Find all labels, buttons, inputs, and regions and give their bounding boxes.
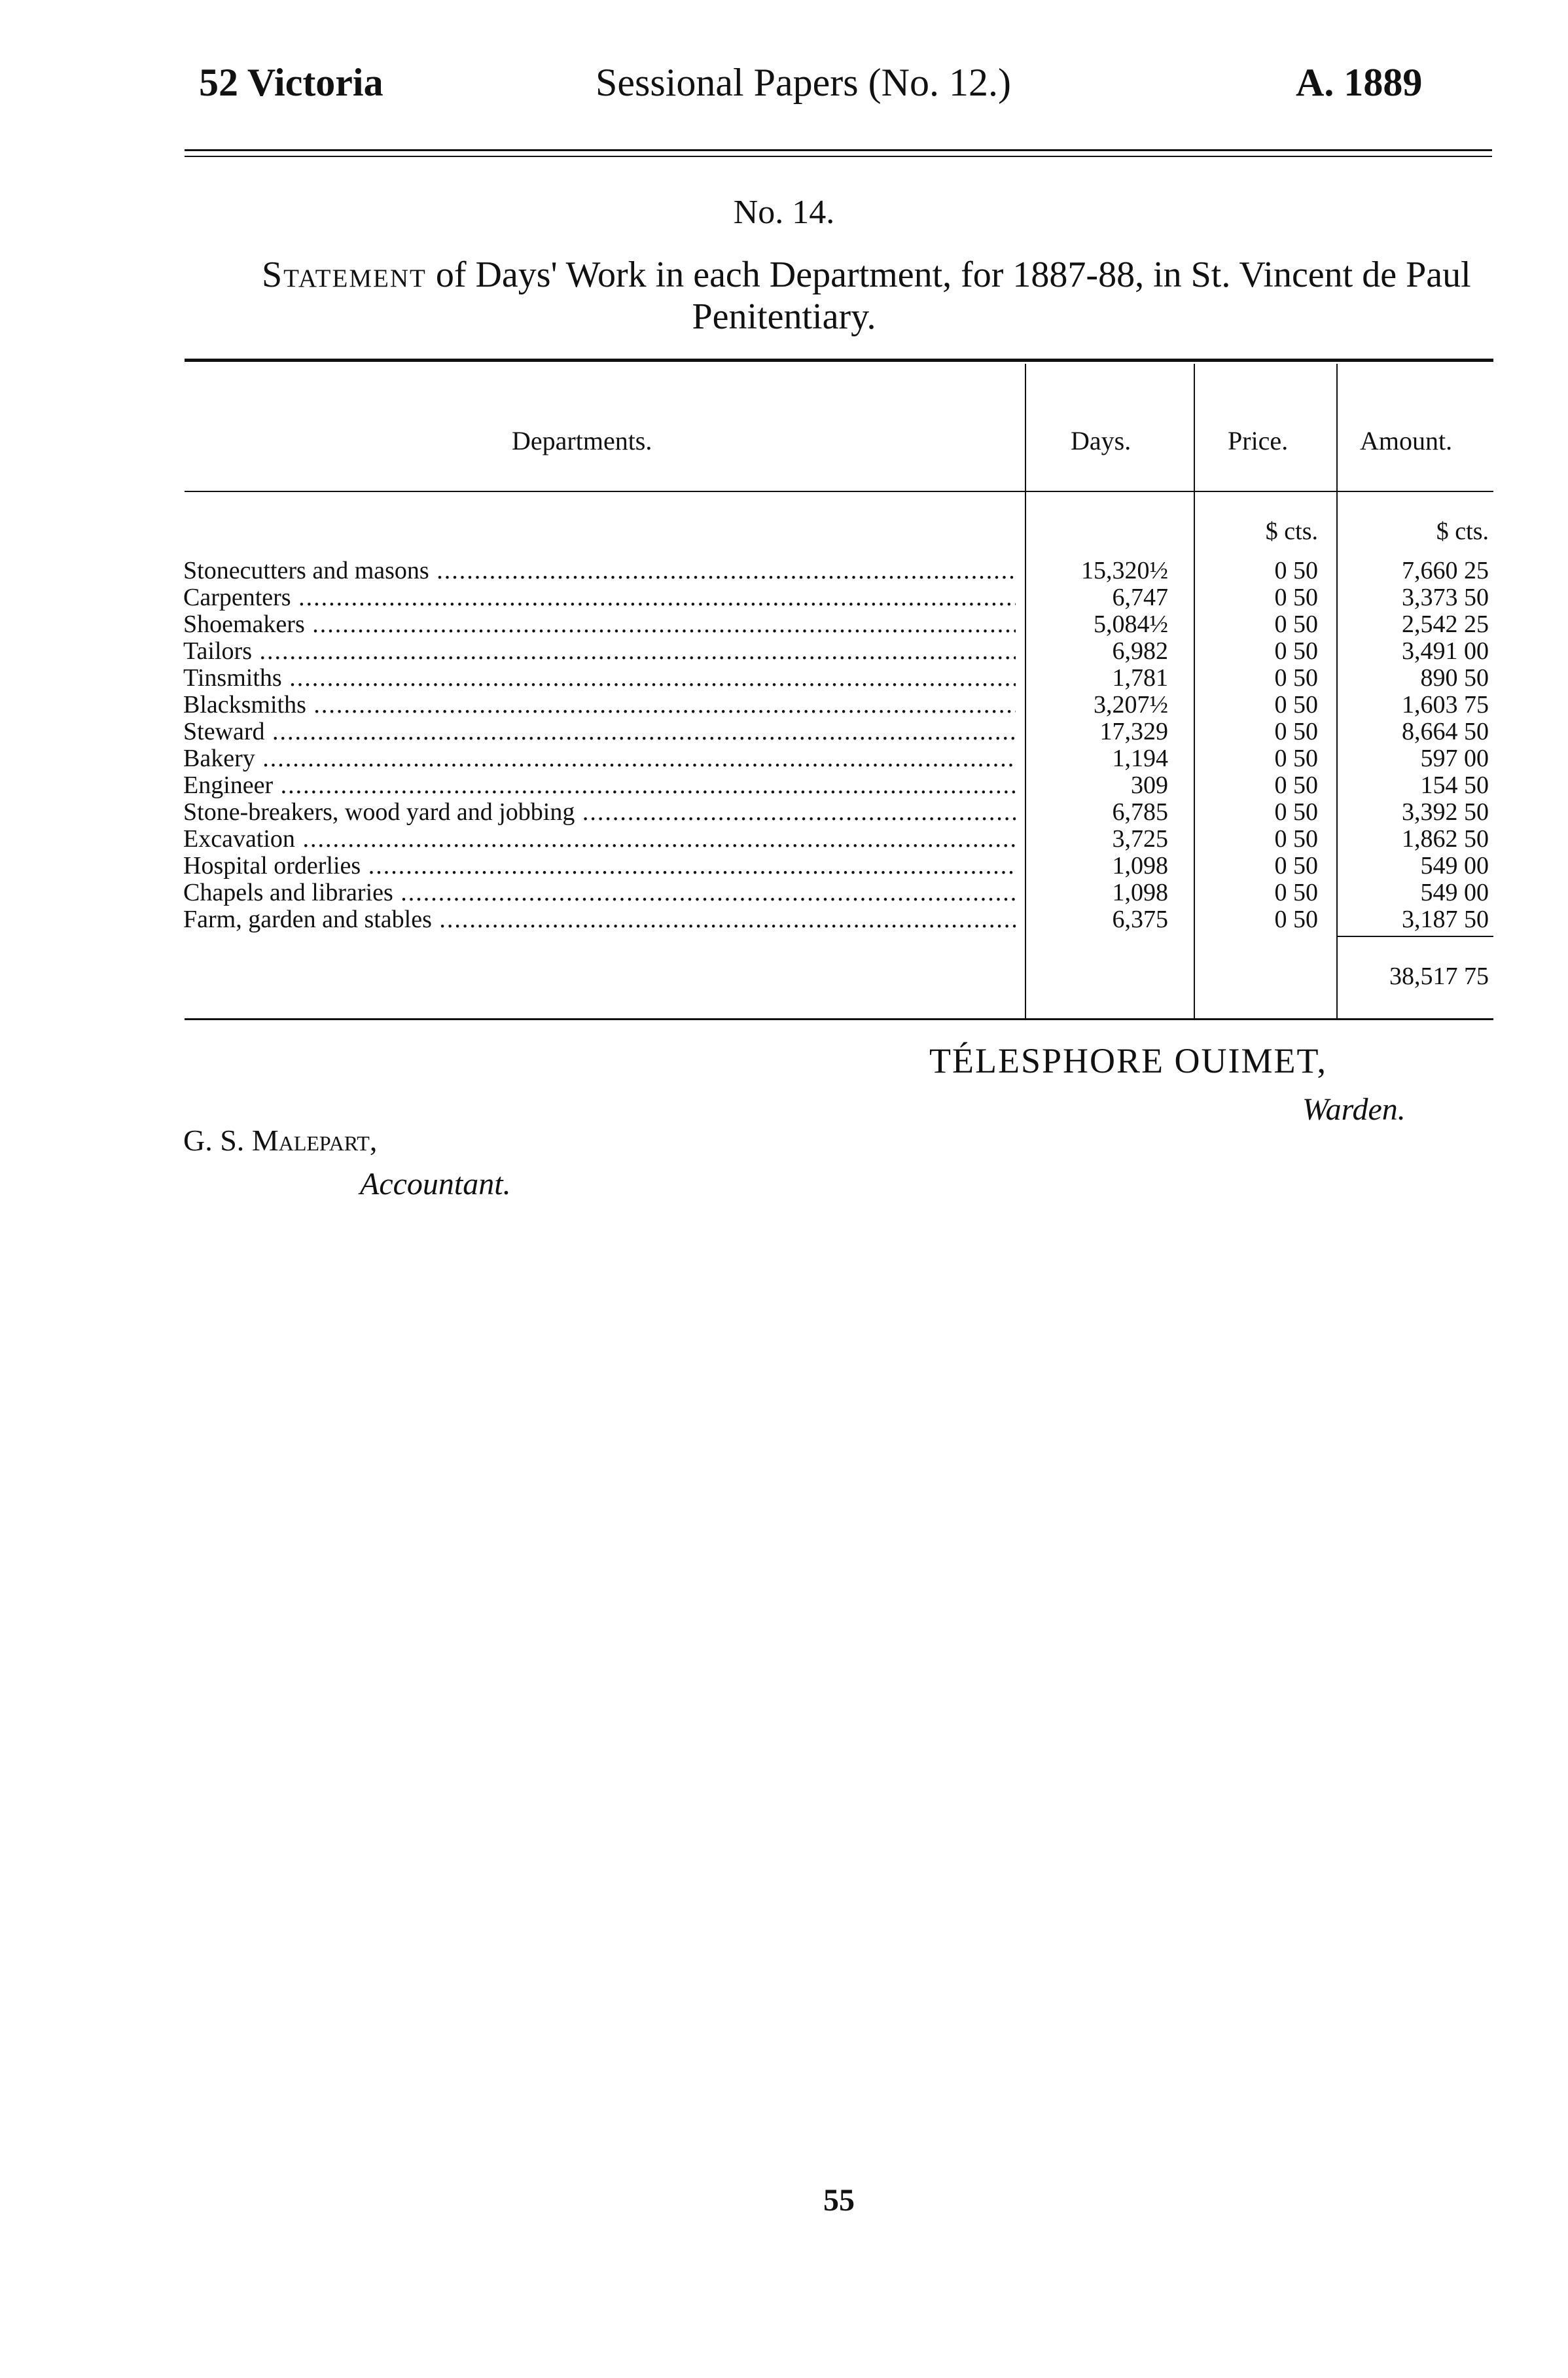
header-left: 52 Victoria — [199, 61, 383, 104]
row-price: 0 50 — [1274, 691, 1318, 719]
column-header-amount: Amount. — [1360, 426, 1453, 455]
row-days: 3,207½ — [1094, 691, 1168, 719]
row-price: 0 50 — [1274, 798, 1318, 826]
row-days: 17,329 — [1099, 718, 1168, 745]
header-rule-top — [185, 149, 1492, 151]
row-price: 0 50 — [1274, 772, 1318, 799]
row-amount: 890 50 — [1420, 664, 1489, 692]
row-department: Stone-breakers, wood yard and jobbing ..... — [183, 799, 1016, 826]
row-days: 1,098 — [1112, 879, 1168, 906]
header-rule-bottom — [185, 156, 1492, 157]
row-amount: 1,603 75 — [1402, 691, 1489, 719]
row-days: 6,982 — [1112, 637, 1168, 665]
column-header-price: Price. — [1228, 426, 1289, 455]
table-row — [0, 853, 1568, 879]
row-amount: 549 00 — [1420, 852, 1489, 879]
warden-name: TÉLESPHORE OUIMET, — [929, 1041, 1327, 1080]
table-row — [0, 799, 1568, 826]
row-department: Chapels and libraries ..... — [183, 879, 1016, 906]
unit-amount: $ cts. — [1436, 518, 1489, 545]
row-amount: 8,664 50 — [1402, 718, 1489, 745]
row-amount: 154 50 — [1420, 772, 1489, 799]
row-price: 0 50 — [1274, 611, 1318, 638]
row-price: 0 50 — [1274, 745, 1318, 772]
row-amount: 3,392 50 — [1402, 798, 1489, 826]
row-amount: 3,491 00 — [1402, 637, 1489, 665]
document-number: No. 14. — [733, 194, 835, 231]
total-amount: 38,517 75 — [1389, 963, 1489, 990]
row-days: 5,084½ — [1094, 611, 1168, 638]
table-row — [0, 772, 1568, 799]
row-price: 0 50 — [1274, 557, 1318, 584]
row-days: 1,194 — [1112, 745, 1168, 772]
row-price: 0 50 — [1274, 637, 1318, 665]
row-days: 309 — [1131, 772, 1168, 799]
accountant-name — [183, 1123, 377, 1158]
row-days: 15,320½ — [1081, 557, 1168, 584]
row-department: Hospital orderlies ..... — [183, 853, 1016, 879]
warden-role: Warden. — [1302, 1092, 1406, 1127]
column-header-days: Days. — [1071, 426, 1131, 455]
header-center: Sessional Papers (No. 12.) — [596, 61, 1011, 104]
table-row — [0, 745, 1568, 772]
page-number: 55 — [823, 2183, 855, 2218]
title-lead: Statement — [262, 255, 427, 295]
row-department: Engineer ..... — [183, 772, 1016, 799]
row-amount: 3,373 50 — [1402, 584, 1489, 611]
title-rest: of Days' Work in each Department, for 1887-88, in St. Vincent de Paul — [426, 255, 1471, 295]
row-price: 0 50 — [1274, 718, 1318, 745]
row-amount: 2,542 25 — [1402, 611, 1489, 638]
table-row — [0, 692, 1568, 719]
row-price: 0 50 — [1274, 852, 1318, 879]
accountant-role: Accountant. — [360, 1167, 511, 1201]
table-row — [0, 558, 1568, 584]
statement-title-line2: Penitentiary. — [692, 296, 876, 337]
row-price: 0 50 — [1274, 584, 1318, 611]
row-department: Shoemakers ..... — [183, 611, 1016, 638]
table-row — [0, 611, 1568, 638]
table-row — [0, 638, 1568, 665]
row-days: 3,725 — [1112, 825, 1168, 853]
header-right: A. 1889 — [1296, 61, 1423, 104]
row-amount: 3,187 50 — [1402, 906, 1489, 933]
row-price: 0 50 — [1274, 825, 1318, 853]
table-bottom-rule — [185, 1018, 1493, 1020]
row-amount: 7,660 25 — [1402, 557, 1489, 584]
row-department: Blacksmiths ..... — [183, 692, 1016, 719]
accountant-surname: Malepart, — [251, 1124, 378, 1157]
total-rule — [1338, 936, 1493, 937]
table-row — [0, 584, 1568, 611]
row-days: 6,375 — [1112, 906, 1168, 933]
statement-title — [262, 254, 1471, 296]
row-price: 0 50 — [1274, 906, 1318, 933]
row-department: Carpenters ..... — [183, 584, 1016, 611]
row-department: Bakery ..... — [183, 745, 1016, 772]
row-department: Farm, garden and stables ..... — [183, 906, 1016, 933]
column-header-departments: Departments. — [512, 426, 652, 455]
row-department: Tinsmiths ..... — [183, 665, 1016, 692]
row-days: 1,781 — [1112, 664, 1168, 692]
table-top-rule — [185, 359, 1493, 362]
table-row — [0, 826, 1568, 853]
row-department: Excavation ..... — [183, 826, 1016, 853]
row-days: 1,098 — [1112, 852, 1168, 879]
table-row — [0, 906, 1568, 933]
unit-price: $ cts. — [1265, 518, 1318, 545]
row-price: 0 50 — [1274, 664, 1318, 692]
row-days: 6,785 — [1112, 798, 1168, 826]
row-department: Tailors ..... — [183, 638, 1016, 665]
table-row — [0, 719, 1568, 745]
row-days: 6,747 — [1112, 584, 1168, 611]
row-department: Steward ..... — [183, 719, 1016, 745]
accountant-initials: G. S. — [183, 1124, 252, 1157]
row-amount: 1,862 50 — [1402, 825, 1489, 853]
row-price: 0 50 — [1274, 879, 1318, 906]
table-head-rule — [185, 491, 1493, 492]
row-amount: 597 00 — [1420, 745, 1489, 772]
table-row — [0, 879, 1568, 906]
row-department: Stonecutters and masons ..... — [183, 558, 1016, 584]
row-amount: 549 00 — [1420, 879, 1489, 906]
table-row — [0, 665, 1568, 692]
